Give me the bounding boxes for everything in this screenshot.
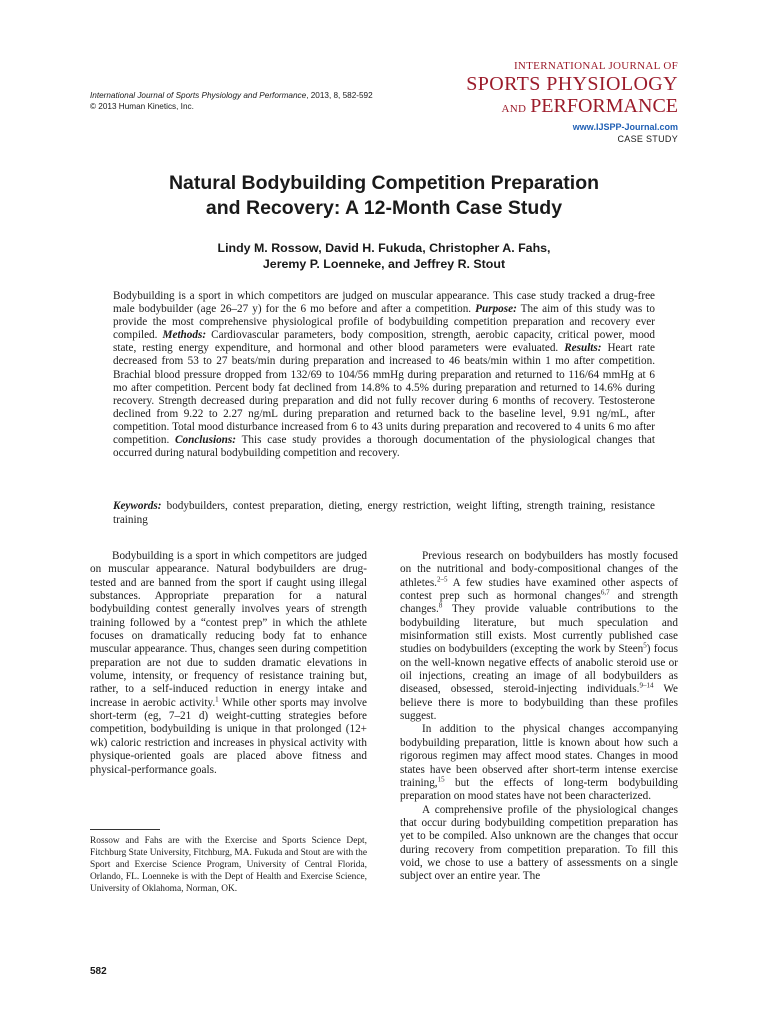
reference-marker: 15	[437, 775, 445, 784]
reference-marker: 9–14	[639, 681, 654, 690]
abstract-results-label: Results:	[564, 342, 602, 355]
paragraph-text: While other sports may involve short-term (eg, 7–21 d) weight-cutting strategies before competition, bodybuilding is unique in that prolonged (12+ wk) caloric restriction and increases in physical activity with physique-oriented goals are placed above fitness and physical-performance goals.	[90, 696, 368, 776]
abstract-conclusions: This case study provides a thorough documentation of the physiological changes that occurred during natural bodybuilding competition and recovery.	[113, 434, 656, 460]
article-type-label: CASE STUDY	[617, 134, 678, 144]
paragraph-text: They provide valuable contributions to the bodybuilding literature, but much speculation and misinformation still exists. Most currently published case studies on bodybuilders (excepting the work by Steen	[400, 603, 678, 656]
paragraph-text: and strength changes.	[400, 590, 678, 616]
citation-details: , 2013, 8, 582-592	[306, 91, 373, 100]
title-line-2: and Recovery: A 12-Month Case Study	[205, 197, 563, 219]
title-line-1: Natural Bodybuilding Competition Preparation	[168, 172, 600, 194]
masthead-line3: PERFORMANCE	[530, 95, 678, 117]
body-column-right	[400, 550, 678, 884]
author-affiliations-footnote: Rossow and Fahs are with the Exercise and Sports Science Dept, Fitchburg State University, Fitchburg, MA. Fukuda and Stout are with the Sport and Exercise Science Program, University of Central Florida, Orlando, FL. Loenneke is with the Dept of Health and Exercise Science, University of Oklahoma, Norman, OK.	[90, 836, 367, 894]
paragraph-text: A few studies have examined other aspects of contest prep such as hormonal changes	[400, 576, 678, 603]
abstract-methods-label: Methods:	[162, 329, 207, 342]
reference-marker: 1	[215, 695, 219, 704]
paragraph-text: In addition to the physical changes accompanying bodybuilding preparation, little is known about how such a rigorous regimen may affect mood states. Changes in mood states have been observed after short-term intense exercise training,	[400, 723, 678, 789]
abstract	[113, 290, 655, 460]
paragraph-text: ) focus on the well-known negative effects of anabolic steroid use or oil injections, creating an image of all bodybuilders as diseased, obsessed, steroid-injecting individuals.	[400, 643, 678, 696]
journal-masthead	[466, 60, 678, 145]
footnote-divider	[90, 829, 160, 830]
abstract-intro: Bodybuilding is a sport in which competitors are judged on muscular appearance. This case study tracked a drug-free male bodybuilder (age 26–27 y) for the 6 mo before and after a competition.	[113, 290, 655, 316]
paragraph-text: We believe there is more to bodybuilding than these profiles suggest.	[400, 683, 678, 723]
masthead-line2: SPORTS PHYSIOLOGY	[466, 73, 678, 95]
reference-marker: 8	[438, 601, 443, 610]
journal-citation	[90, 91, 373, 112]
author-list	[90, 240, 678, 272]
body-column-left	[90, 550, 367, 777]
paragraph-text: but the effects of long-term bodybuilding preparation on mood states have not been characterized.	[400, 776, 678, 803]
authors-line-1: Lindy M. Rossow, David H. Fukuda, Christopher A. Fahs,	[217, 241, 551, 255]
body-paragraph: A comprehensive profile of the physiological changes that occur during bodybuilding competition preparation has yet to be compiled. Also unknown are the changes that occur during recovery from competition preparation. To fill this void, we chose to use a battery of assessments on a single subject over an entire year. The	[400, 803, 678, 883]
masthead-and: AND	[501, 103, 527, 115]
body-paragraph	[400, 723, 678, 803]
paragraph-text: Bodybuilding is a sport in which competitors are judged on muscular appearance. Natural bodybuilders are drug-tested and are banned from the sport if caught using illegal substances. Appropriate preparation for a natural bodybuilding contest generally involves years of strength training followed by a “contest prep” in which the athlete focuses on dramatically reducing body fat to enhance muscular appearance. Thus, changes seen during competition preparation are not due to sudden dramatic elevations in volume, intensity, or frequency of resistance training but, rather, to a self-induced reduction in energy intake and increase in aerobic activity.	[90, 550, 367, 709]
body-paragraph	[90, 550, 367, 777]
citation-journal-name: International Journal of Sports Physiology and Performance	[90, 91, 307, 100]
abstract-results: Heart rate decreased from 53 to 27 beats/min during preparation and increased to 46 beats/min within 1 mo after competition. Brachial blood pressure dropped from 132/69 to 104/56 mmHg during preparation and returned to 116/64 mmHg at 6 mo after competition. Percent body fat declined from 14.8% to 4.5% during preparation and returned to 14.6% during recovery. Strength decreased during preparation and did not fully recover during 6 months of recovery. Testosterone declined from 9.22 to 2.27 ng/mL during preparation and returned back to the baseline level, 9.91 ng/mL, after competition. Total mood disturbance increased from 6 to 43 units during preparation and recovered to 4 units 6 mo after competition.	[113, 342, 656, 447]
journal-url-link[interactable]: www.IJSPP-Journal.com	[572, 122, 678, 132]
body-paragraph	[400, 550, 678, 723]
article-title	[90, 171, 678, 221]
reference-marker: 5	[643, 641, 647, 650]
abstract-purpose: The aim of this study was to provide the most comprehensive physiological profile of bodybuilding competition preparation and recovery ever compiled.	[113, 303, 655, 342]
keywords-text: bodybuilders, contest preparation, dieting, energy restriction, weight lifting, strength training, resistance training	[113, 500, 655, 526]
page-number: 582	[90, 966, 107, 977]
reference-marker: 6,7	[600, 588, 610, 597]
abstract-purpose-label: Purpose:	[475, 303, 517, 316]
reference-marker: 2–5	[436, 574, 448, 583]
copyright-line: © 2013 Human Kinetics, Inc.	[90, 101, 194, 111]
keywords	[113, 500, 655, 527]
paragraph-text: Previous research on bodybuilders has mostly focused on the nutritional and body-compositional changes of the athletes.	[400, 550, 678, 589]
abstract-methods: Cardiovascular parameters, body composition, strength, aerobic capacity, critical power, mood state, resting energy expenditure, and hormonal and other blood parameters were evaluated.	[113, 329, 655, 355]
masthead-line1: INTERNATIONAL JOURNAL OF	[513, 60, 678, 72]
authors-line-2: Jeremy P. Loenneke, and Jeffrey R. Stout	[262, 257, 506, 271]
abstract-conclusions-label: Conclusions:	[175, 434, 236, 447]
keywords-label: Keywords:	[113, 500, 162, 512]
